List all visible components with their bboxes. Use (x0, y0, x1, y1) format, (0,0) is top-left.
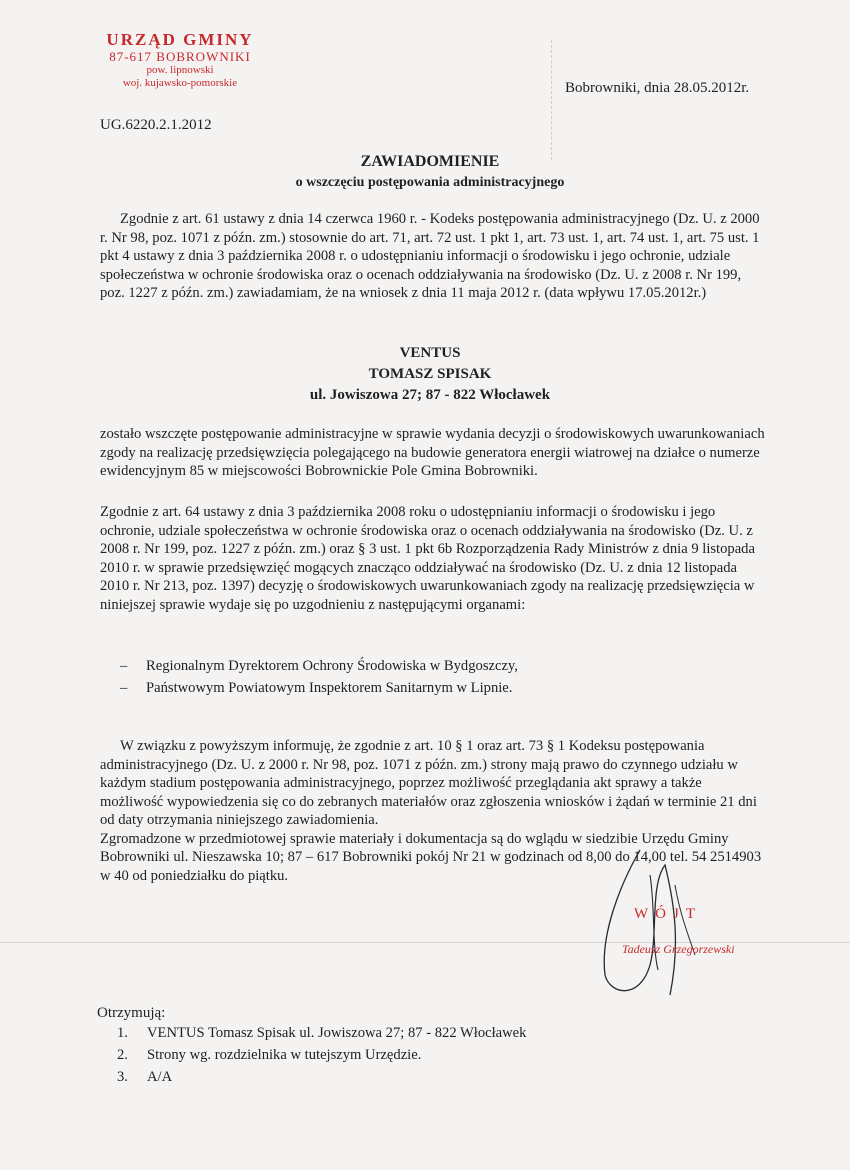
list-dash: – (120, 658, 128, 674)
document-title: ZAWIADOMIENIE (360, 153, 500, 170)
rights-text: W związku z powyższym informuję, że zgodnie z art. 10 § 1 oraz art. 73 § 1 Kodeksu postępowania administracyjnego (Dz. U. z 2000 r. Nr 98, poz. 1071 z późn. zm.) strony mają prawo do czynnego udziału w każdym stadium postępowania administracyjnego, poprzez możliwość przeglądania akt sprawy a także możliwość wypowiedzenia się co do zebranych materiałów oraz zgłoszenia wniosków i żądań w terminie 21 dni od daty otrzymania niniejszego zawiadomienia. (100, 738, 757, 828)
applicant-address: ul. Jowiszowa 27; 87 - 822 Włocławek (309, 387, 551, 403)
intro-paragraph: Zgodnie z art. 61 ustawy z dnia 14 czerwca 1960 r. - Kodeks postępowania administracyjnego (Dz. U. z 2000 r. Nr 98, poz. 1071 z późn. zm.) stosownie do art. 71, art. 72 ust. 1 pkt 1, art. 73 ust. 1, art. 74 ust. 1, art. 75 ust. 1 pkt 4 ustawy z dnia 3 października 2008 r. o udostępnianiu informacji o środowisku i jego ochronie, udziale społeczeństwa w ochronie środowiska oraz o ocenach oddziaływania na środowisko (Dz. U. z 2008 r. Nr 199, poz. 1227 z późn. zm.) zawiadamiam, że na wniosek z dnia 11 maja 2012 r. (data wpływu 17.05.2012r.) (100, 211, 760, 301)
stamp-line-2: 87-617 BOBROWNIKI (109, 48, 251, 64)
recipient-item (117, 1069, 172, 1086)
recipient-item (117, 1025, 526, 1042)
handwritten-signature (580, 845, 710, 1005)
document-subtitle: o wszczęciu postępowania administracyjnego (295, 175, 565, 190)
stamp-line-1: URZĄD GMINY (106, 30, 254, 49)
signatory-title: WÓJT (634, 906, 702, 922)
recipient-item (117, 1047, 421, 1064)
recipient-number: 3. (117, 1069, 128, 1085)
stamp-line-4: woj. kujawsko-pomorskie (122, 77, 238, 90)
list-dash: – (120, 680, 128, 696)
office-stamp (60, 30, 300, 90)
applicant-person: TOMASZ SPISAK (368, 366, 492, 382)
recipient-number: 2. (117, 1047, 128, 1063)
signatory-name: Tadeusz Grzegorzewski (622, 942, 735, 956)
recipients-label: Otrzymują: (97, 1005, 166, 1021)
recipient-text: A/A (147, 1069, 173, 1085)
authority-list-item (120, 680, 512, 697)
scan-artifact-line (551, 40, 553, 160)
recipient-text: Strony wg. rozdzielnika w tutejszym Urzędzie. (147, 1047, 422, 1063)
list-item-text: Państwowym Powiatowym Inspektorem Sanitarnym w Lipnie. (146, 680, 513, 696)
reference-number: UG.6220.2.1.2012 (100, 117, 212, 133)
stamp-line-3: pow. lipnowski (146, 64, 214, 77)
applicant-name: VENTUS (399, 345, 461, 361)
recipient-number: 1. (117, 1025, 128, 1041)
authority-list-item (120, 658, 518, 675)
recipient-text: VENTUS Tomasz Spisak ul. Jowiszowa 27; 87 - 822 Włocławek (147, 1025, 527, 1041)
body-paragraph-2: Zgodnie z art. 64 ustawy z dnia 3 października 2008 roku o udostępnianiu informacji o środowisku i jego ochronie, udziale społeczeństwa w ochronie środowiska oraz o ocenach oddziaływania na środowisko (Dz. U. z 2008 r. Nr 199, poz. 1227 z późn. zm.) oraz § 3 ust. 1 pkt 6b Rozporządzenia Rady Ministrów z dnia 9 listopada 2010 r. w sprawie przedsięwzięć mogących znacząco oddziaływać na środowisko (Dz. U. z dnia 12 listopada 2010 r. Nr 213, poz. 1397) decyzję o środowiskowych uwarunkowaniach zgody na realizację przedsięwzięcia w niniejszej sprawie wydaje się po uzgodnieniu z następującymi organami: (100, 504, 755, 613)
document-date: Bobrowniki, dnia 28.05.2012r. (565, 80, 750, 96)
body-paragraph-1: zostało wszczęte postępowanie administracyjne w sprawie wydania decyzji o środowiskowych uwarunkowaniach zgody na realizację przedsięwzięcia polegającego na budowie generatora energii wiatrowej na działce o numerze ewidencyjnym 85 w miejscowości Bobrownickie Pole Gmina Bobrowniki. (100, 426, 765, 479)
list-item-text: Regionalnym Dyrektorem Ochrony Środowiska w Bydgoszczy, (146, 658, 518, 674)
inspection-text: Zgromadzone w przedmiotowej sprawie materiały i dokumentacja są do wglądu w siedzibie Urzędu Gminy Bobrowniki ul. Nieszawska 10; 87 – 617 Bobrowniki pokój Nr 21 w godzinach od 8,00 do 14,00 tel. 54 2514903 w 40 od poniedziałku do piątku. (100, 830, 762, 884)
